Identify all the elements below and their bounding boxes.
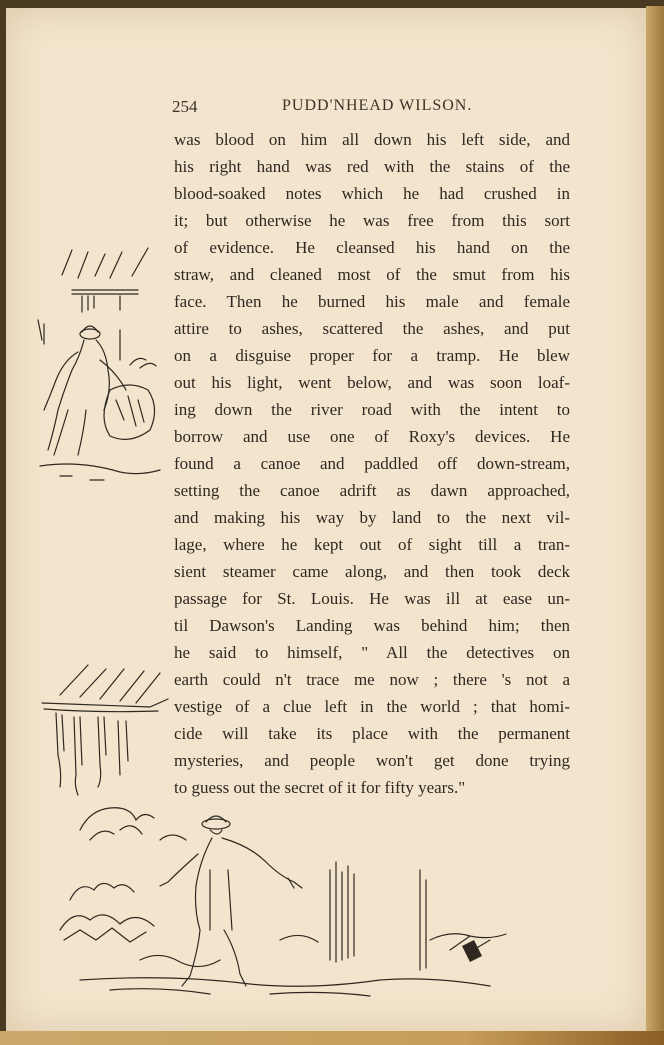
text-line: and making his way by land to the next vil- [174, 508, 570, 527]
text-line: cide will take its place with the permanent [174, 724, 570, 743]
text-line: earth could n't trace me now ; there 's not a [174, 670, 570, 689]
text-line: passage for St. Louis. He was ill at ease un- [174, 589, 570, 608]
page-number: 254 [172, 97, 198, 116]
text-line: face. Then he burned his male and female [174, 292, 570, 311]
text-line: ing down the river road with the intent to [174, 400, 570, 419]
text-line: blood-soaked notes which he had crushed in [174, 184, 570, 203]
text-line: lage, where he kept out of sight till a tran- [174, 535, 570, 554]
text-line: vestige of a clue left in the world ; that homi- [174, 697, 570, 716]
text-line: on a disguise proper for a tramp. He blew [174, 346, 570, 365]
running-title: PUDD'NHEAD WILSON. [282, 97, 473, 114]
text-line: setting the canoe adrift as dawn approached, [174, 481, 570, 500]
page-edge [646, 6, 664, 1036]
text-line: out his light, went below, and was soon loaf- [174, 373, 570, 392]
text-line: borrow and use one of Roxy's devices. He [174, 427, 570, 446]
text-line: it; but otherwise he was free from this sort [174, 211, 570, 230]
text-line: mysteries, and people won't get done trying [174, 751, 570, 770]
text-line: was blood on him all down his left side, and [174, 130, 570, 149]
text-line: to guess out the secret of it for fifty years." [174, 778, 466, 797]
text-line: straw, and cleaned most of the smut from his [174, 265, 570, 284]
text-line: of evidence. He cleansed his hand on the [174, 238, 570, 257]
text-line: sient steamer came along, and then took deck [174, 562, 570, 581]
man-with-hat-illustration [20, 240, 170, 490]
text-line: til Dawson's Landing was behind him; then [174, 616, 570, 635]
book-cover-edge [0, 1031, 664, 1045]
text-line: his right hand was red with the stains of the [174, 157, 570, 176]
tramp-walking-illustration [50, 790, 530, 1005]
running-head [172, 97, 572, 119]
pilings-illustration [40, 655, 180, 800]
text-line: attire to ashes, scattered the ashes, and put [174, 319, 570, 338]
text-line: found a canoe and paddled off down-stream, [174, 454, 570, 473]
text-line: he said to himself, " All the detectives on [174, 643, 570, 662]
